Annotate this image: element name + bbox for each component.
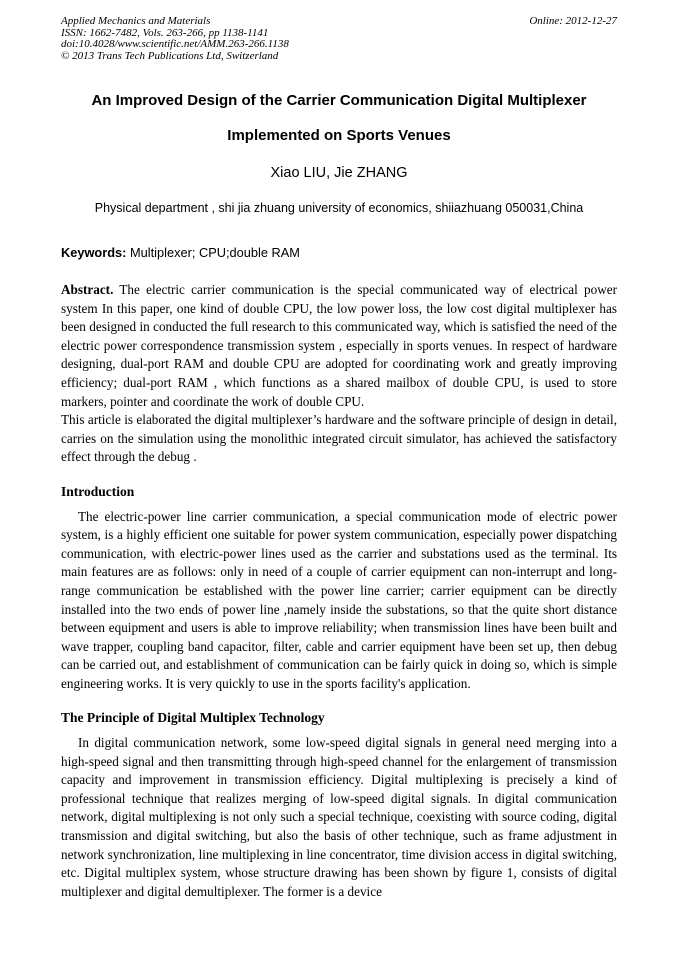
authors: Xiao LIU, Jie ZHANG [270, 165, 408, 181]
paper-title-line1: An Improved Design of the Carrier Communication Digital Multiplexer [91, 92, 587, 109]
copyright-line: © 2013 Trans Tech Publications Ltd, Switzerland [61, 49, 279, 62]
section-paragraph: The electric-power line carrier communication, a special communication mode of electric power system, is a highly efficient one suitable for power system communication, especially power dispatching communication, with electric-power lines used as the carrier and substations used as the terminal. Its main features are as follows: only in need of a couple of carrier equipment can non-interrupt and long-range communication be established with the power line carrier; carrier equipment can be directly installed into the two ends of power line ,namely inside the substations, so that the quite short distance between equipment and users is able to improve reliability; when transmission lines have been built and wave trapper, coupling band capacitor, filter, cable and carrier equipment have been set up, then debug can be carried out, and establishment of communication can be fairly quick in doing so, which is simple engineering works. It is very quickly to use in the sports facility's application. [61, 508, 617, 691]
abstract-text: The electric carrier communication is the special communicated way of electrical power system In this paper, one kind of double CPU, the low power loss, the low cost digital multiplexer has been designed in conducted the full research to this communicated way, which is satisfied the need of the electric power correspondence transmission system , especially in sports venues. In respect of hardware designing, dual-port RAM and double CPU are adopted for coordinating work and greatly improving efficiency; dual-port RAM , which functions as a shared mailbox of double CPU, is used to store markers, pointer and coordinate the work of double CPU. [61, 282, 617, 409]
abstract-label: Abstract. [61, 282, 114, 297]
journal-header [61, 16, 617, 62]
journal-info [61, 16, 289, 62]
section-introduction [61, 483, 617, 694]
online-date: Online: 2012-12-27 [529, 15, 617, 27]
section-heading-principle: The Principle of Digital Multiplex Technology [61, 710, 325, 726]
abstract-paragraph-1 [61, 281, 617, 411]
journal-name: Applied Mechanics and Materials [61, 15, 211, 27]
section-heading-introduction: Introduction [61, 483, 135, 499]
doi-line: doi:10.4028/www.scientific.net/AMM.263-266.1138 [61, 38, 289, 50]
abstract-paragraph-2: This article is elaborated the digital multiplexer’s hardware and the software principle of design in detail, carries on the simulation using the monolithic integrated circuit simulator, has achieved the satisfactory effect through the debug . [61, 412, 617, 465]
section-principle-digital-multiplex [61, 709, 617, 901]
keywords-line [61, 245, 617, 260]
paper-title-line2: Implemented on Sports Venues [227, 127, 451, 144]
issn-volume-pages: ISSN: 1662-7482, Vols. 263-266, pp 1138-1141 [61, 26, 269, 39]
keywords-text: Multiplexer; CPU;double RAM [126, 245, 300, 260]
section-paragraph: In digital communication network, some low-speed digital signals in general need merging into a high-speed signal and then transmitting through high-speed channel for the enlargement of transmission capacity and improvement in transmission efficiency. Digital multiplexing is precisely a kind of professional technique that realizes merging of low-speed digital signals. In digital communication network, digital multiplexing is not only such a special technique, coexisting with source coding, digital transmission and digital switching, but also the basis of other technique, such as frame adjustment in network synchronization, line multiplexing in line concentrator, time division access in digital switching, etc. Digital multiplex system, whose structure drawing has been shown by figure 1, consists of digital multiplexer and digital demultiplexer. The former is a device [61, 735, 617, 899]
affiliation: Physical department , shi jia zhuang university of economics, shiiazhuang 050031,China [94, 201, 584, 215]
keywords-label: Keywords: [61, 245, 127, 260]
abstract [61, 281, 617, 467]
